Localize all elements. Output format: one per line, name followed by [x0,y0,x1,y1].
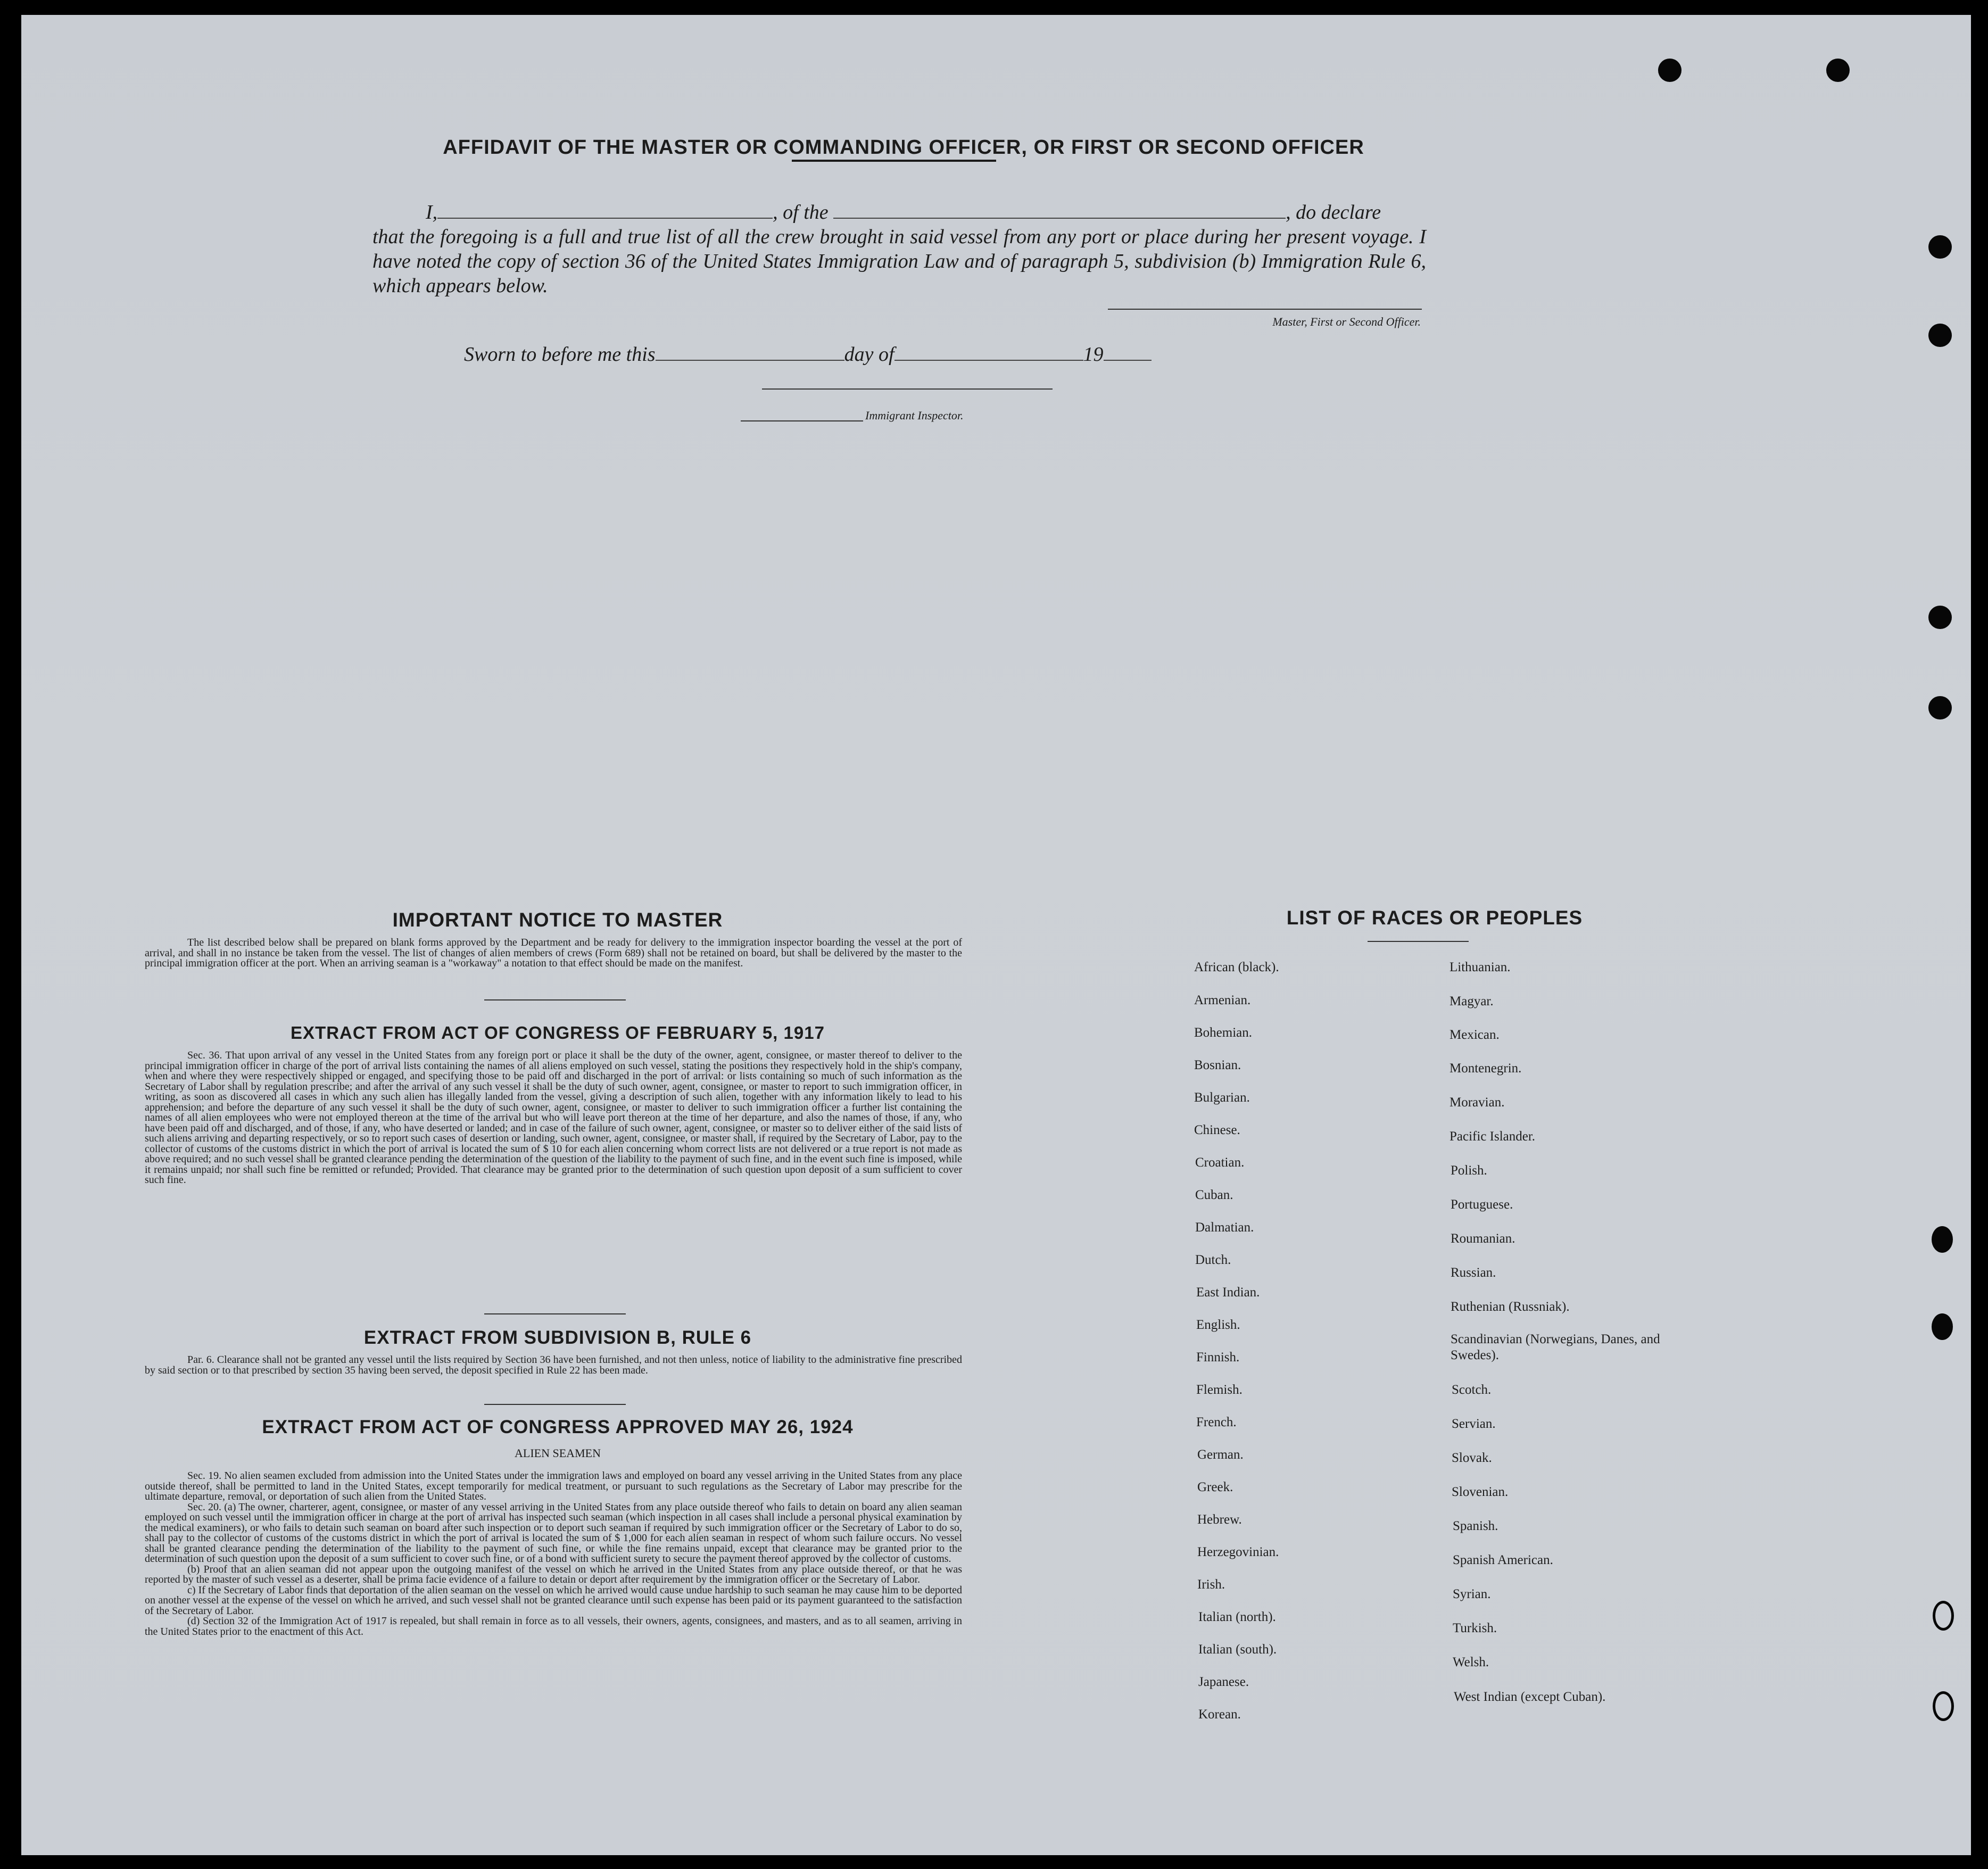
race-item: Herzegovinian. [1197,1545,1279,1559]
race-item: Ruthenian (Russniak). [1451,1300,1570,1314]
punch-hole [1928,606,1952,629]
race-item: Croatian. [1195,1155,1245,1170]
race-item: Polish. [1451,1163,1487,1178]
notice-text: The list described below shall be prepared on blank forms approved by the Department and be ready for delivery to the immigration inspector boarding the vessel at the port of arrival, and shall in no instance be taken from the vessel. The list of changes of alien members of crews (Form 689) shall not be retained on board, but shall be delivered by the master to the principal immigration officer at the port. When an arriving seaman is a "workaway" a notation to that effect should be made on the manifest. [145,937,962,969]
sworn-line [464,343,1152,366]
race-item: Russian. [1451,1266,1496,1280]
section-20c-paragraph: c) If the Secretary of Labor finds that deportation of the alien seaman on the vessel on which he arrived would cause undue hardship to such seaman he may cause him to be deported on another vessel at the expense of the vessel on which he arrived, and such vessel shall not be granted clearance until such expense has been paid or its payment guaranteed to the satisfaction of the Secretary of Labor. [145,1584,962,1617]
alien-seamen-subtitle: ALIEN SEAMEN [515,1446,601,1460]
races-title-underline [1368,941,1469,942]
races-title: LIST OF RACES OR PEOPLES [1286,907,1583,929]
sworn-year-blank[interactable] [1104,345,1152,361]
race-item: Irish. [1197,1577,1225,1592]
declaration-first-line [372,200,1426,225]
punch-hole [1932,1226,1953,1253]
race-item: Italian (north). [1198,1610,1276,1624]
race-item: Mexican. [1449,1028,1500,1042]
declaration-of-the: , of the [773,201,829,224]
declaration-body: that the foregoing is a full and true list of all the crew brought in said vessel from any port or place during her present voyage. I have noted the copy of section 36 of the United States Immigration Law and of paragraph 5, subdivision (b) Immigration Rule 6, which appears below. [372,226,1426,297]
affidavit-title: AFFIDAVIT OF THE MASTER OR COMMANDING OFFICER, OR FIRST OR SECOND OFFICER [443,136,1364,159]
race-item: Spanish American. [1453,1553,1553,1567]
punch-hole [1658,59,1681,82]
rule-6-title: EXTRACT FROM SUBDIVISION B, RULE 6 [363,1327,752,1348]
race-item: Hebrew. [1197,1512,1242,1527]
race-item: Slovenian. [1452,1485,1509,1499]
race-item: Finnish. [1196,1350,1240,1364]
inspector-signature-line[interactable] [762,388,1053,390]
race-item: Cuban. [1195,1188,1233,1202]
bleed-through-text [1586,84,1958,233]
declaration-do-declare: , do declare [1286,201,1381,224]
extract-1917-title: EXTRACT FROM ACT OF CONGRESS OF FEBRUARY 5, 1917 [291,1023,825,1043]
race-item: Armenian. [1194,993,1251,1007]
declaration-i: I, [426,201,438,224]
affidavit-declaration [372,200,1426,298]
race-item: Spanish. [1453,1519,1498,1533]
race-item: Welsh. [1453,1655,1489,1669]
race-item: Syrian. [1453,1587,1491,1601]
race-item: Korean. [1198,1707,1241,1722]
sworn-text: Sworn to before me this [464,343,656,366]
punch-hole [1928,696,1952,720]
race-item: Moravian. [1449,1095,1505,1110]
year-prefix: 19 [1083,343,1104,366]
section-20b-paragraph: (b) Proof that an alien seaman did not appear upon the outgoing manifest of the vessel on which he arrived in the United States from any place outside thereof, or that he was reported by the master of such vessel as a deserter, shall be prima facie evidence of a failure to detain or deport after requirement by the immigration officer or the Secretary of Labor. [145,1563,962,1585]
extract-1924-text [145,1471,962,1637]
section-20d-paragraph: (d) Section 32 of the Immigration Act of 1917 is repealed, but shall remain in force as to all vessels, their owners, agents, consignees, and masters, and as to all seamen, arriving in the United States prior to the enactment of this Act. [145,1615,962,1638]
extract-1924-title: EXTRACT FROM ACT OF CONGRESS APPROVED MAY 26, 1924 [262,1417,854,1437]
punch-hole [1933,1691,1954,1721]
master-name-blank[interactable] [437,202,773,219]
race-item: Bohemian. [1194,1026,1253,1040]
race-item: Bulgarian. [1194,1090,1250,1105]
signature-label: Master, First or Second Officer. [1272,315,1421,328]
race-item: Pacific Islander. [1449,1129,1536,1144]
race-item: Slovak. [1452,1451,1492,1465]
race-item: German. [1197,1448,1244,1462]
inspector-label: Immigrant Inspector. [865,409,964,422]
rule-6-divider [484,1404,626,1405]
race-item: English. [1196,1318,1240,1332]
punch-hole [1928,235,1952,259]
punch-hole [1933,1601,1954,1631]
sworn-day-blank[interactable] [656,345,844,361]
race-item: African (black). [1194,960,1279,974]
punch-hole [1826,59,1850,82]
punch-hole [1928,324,1952,347]
race-item: Dutch. [1195,1253,1231,1267]
section-19-paragraph: Sec. 19. No alien seamen excluded from admission into the United States under the immigration laws and employed on board any vessel arriving in the United States from any place outside thereof, shall be permitted to land in the United States, except temporarily for medical treatment, or pursuant to such regulations as the Secretary of Labor may prescribe for the ultimate departure, removal, or deportation of such alien from the United States. [145,1470,962,1502]
section-20a-paragraph: Sec. 20. (a) The owner, charterer, agent, consignee, or master of any vessel arriving in the United States from any place outside thereof who fails to detain on board any alien seaman employed on such vessel until the immigration officer in charge at the port of arrival has inspected such seaman (which inspection in all cases shall include a personal physical examination by the medical examiners), or who fails to detain such seaman on board after such inspection or to deport such seaman if required by such immigration officer or the Secretary of Labor to do so, shall pay to the collector of customs of the customs district in which the port of arrival is located the sum of $ 1,000 for each alien seaman in respect of whom such failure occurs. No vessel shall be granted clearance pending the determination of the liability to the payment of such fine, or while the fine remains unpaid, except that clearance may be granted prior to the determination of such question upon the deposit of a sum sufficient to cover such fine, or of a bond with sufficient surety to secure the payment thereof approved by the collector of customs. [145,1501,962,1565]
race-item: Servian. [1452,1417,1496,1431]
race-item: Chinese. [1194,1123,1240,1137]
race-item: Italian (south). [1198,1642,1277,1657]
rule-6-text: Par. 6. Clearance shall not be granted any vessel until the lists required by Section 36 have been furnished, and not then unless, notice of liability to the administrative fine prescribed by said section or to that prescribed by section 35 having been served, the deposit specified in Rule 22 has been made. [145,1354,962,1376]
day-of-text: day of [844,343,894,366]
race-item: Roumanian. [1451,1231,1515,1246]
title-underline [792,160,996,162]
race-item: Portuguese. [1451,1197,1513,1212]
race-item: Greek. [1197,1480,1233,1494]
signature-line[interactable] [1108,309,1422,310]
race-item: Magyar. [1449,994,1494,1008]
race-item: West Indian (except Cuban). [1454,1690,1606,1704]
notice-title: IMPORTANT NOTICE TO MASTER [392,909,723,931]
inspector-name-line[interactable] [741,420,863,421]
notice-divider [484,999,626,1000]
sworn-month-blank[interactable] [894,345,1083,361]
extract-1917-text [145,1051,962,1186]
race-item: Bosnian. [1194,1058,1241,1072]
race-item: Turkish. [1453,1621,1497,1635]
extract-1917-divider [484,1313,626,1314]
punch-hole [1932,1313,1953,1340]
race-item: Scandinavian (Norwegians, Danes, and Swedes). [1451,1332,1660,1362]
race-item: Japanese. [1198,1675,1249,1689]
vessel-name-blank[interactable] [833,202,1286,219]
race-item: Flemish. [1196,1383,1242,1397]
race-item: East Indian. [1196,1285,1260,1300]
race-item: Lithuanian. [1449,960,1511,974]
section-36-text: That upon arrival of any vessel in the United States from any foreign port or place it shall be the duty of the owner, agent, consignee, or master thereof to deliver to the principal immigration officer in charge of the port of arrival lists containing the names of all aliens employed on such vessel, stating the positions they respectively hold in the ship's company, when and where they were respectively shipped or engaged, and specifying those to be paid off and discharged in the port of arrival: or lists containing so much of such information as the Secretary of Labor shall by regulation prescribe; and after the arrival of any such vessel it shall be the duty of such owner, agent, consignee, or master to report to such immigration officer, in writing, as soon as discovered all cases in which any such alien has illegally landed from the vessel, giving a description of such alien, together with any information likely to lead to his apprehension; and before the departure of any such vessel it shall be the duty of such owner, agent, consignee, or master to deliver to such immigration officer a further list containing the names of all alien employees who were not employed thereon at the time of the arrival but who will leave port thereon at the time of her departure, and also the names of those, if any, who have been paid off and discharged, and of those, if any, who have deserted or landed; and in case of the failure of such owner, agent, consignee, or master so to deliver either of the said lists of such aliens arriving and departing respectively, or so to report such cases of desertion or landing, such owner, agent, consignee, or master shall, if required by the Secretary of Labor, pay to the collector of customs of the customs district in which the port of arrival is located the sum of $ 10 for each alien concerning whom correct lists are not delivered or a true report is not made as above required; and no such vessel shall be granted clearance pending the determination of the question of the liability to the payment of such fine, and in the event such fine is imposed, while it remains unpaid; nor shall such fine be remitted or refunded; Provided. That clearance may be granted prior to the determination of such question upon deposit of a sum sufficient to cover such fine. [145,1049,962,1186]
race-item: Montenegrin. [1449,1061,1522,1076]
race-item: Scotch. [1452,1383,1492,1397]
document-page [21,15,1971,1855]
race-item: Dalmatian. [1195,1220,1254,1235]
section-36-label: Sec. 36. [187,1049,222,1061]
race-item: French. [1196,1415,1237,1429]
